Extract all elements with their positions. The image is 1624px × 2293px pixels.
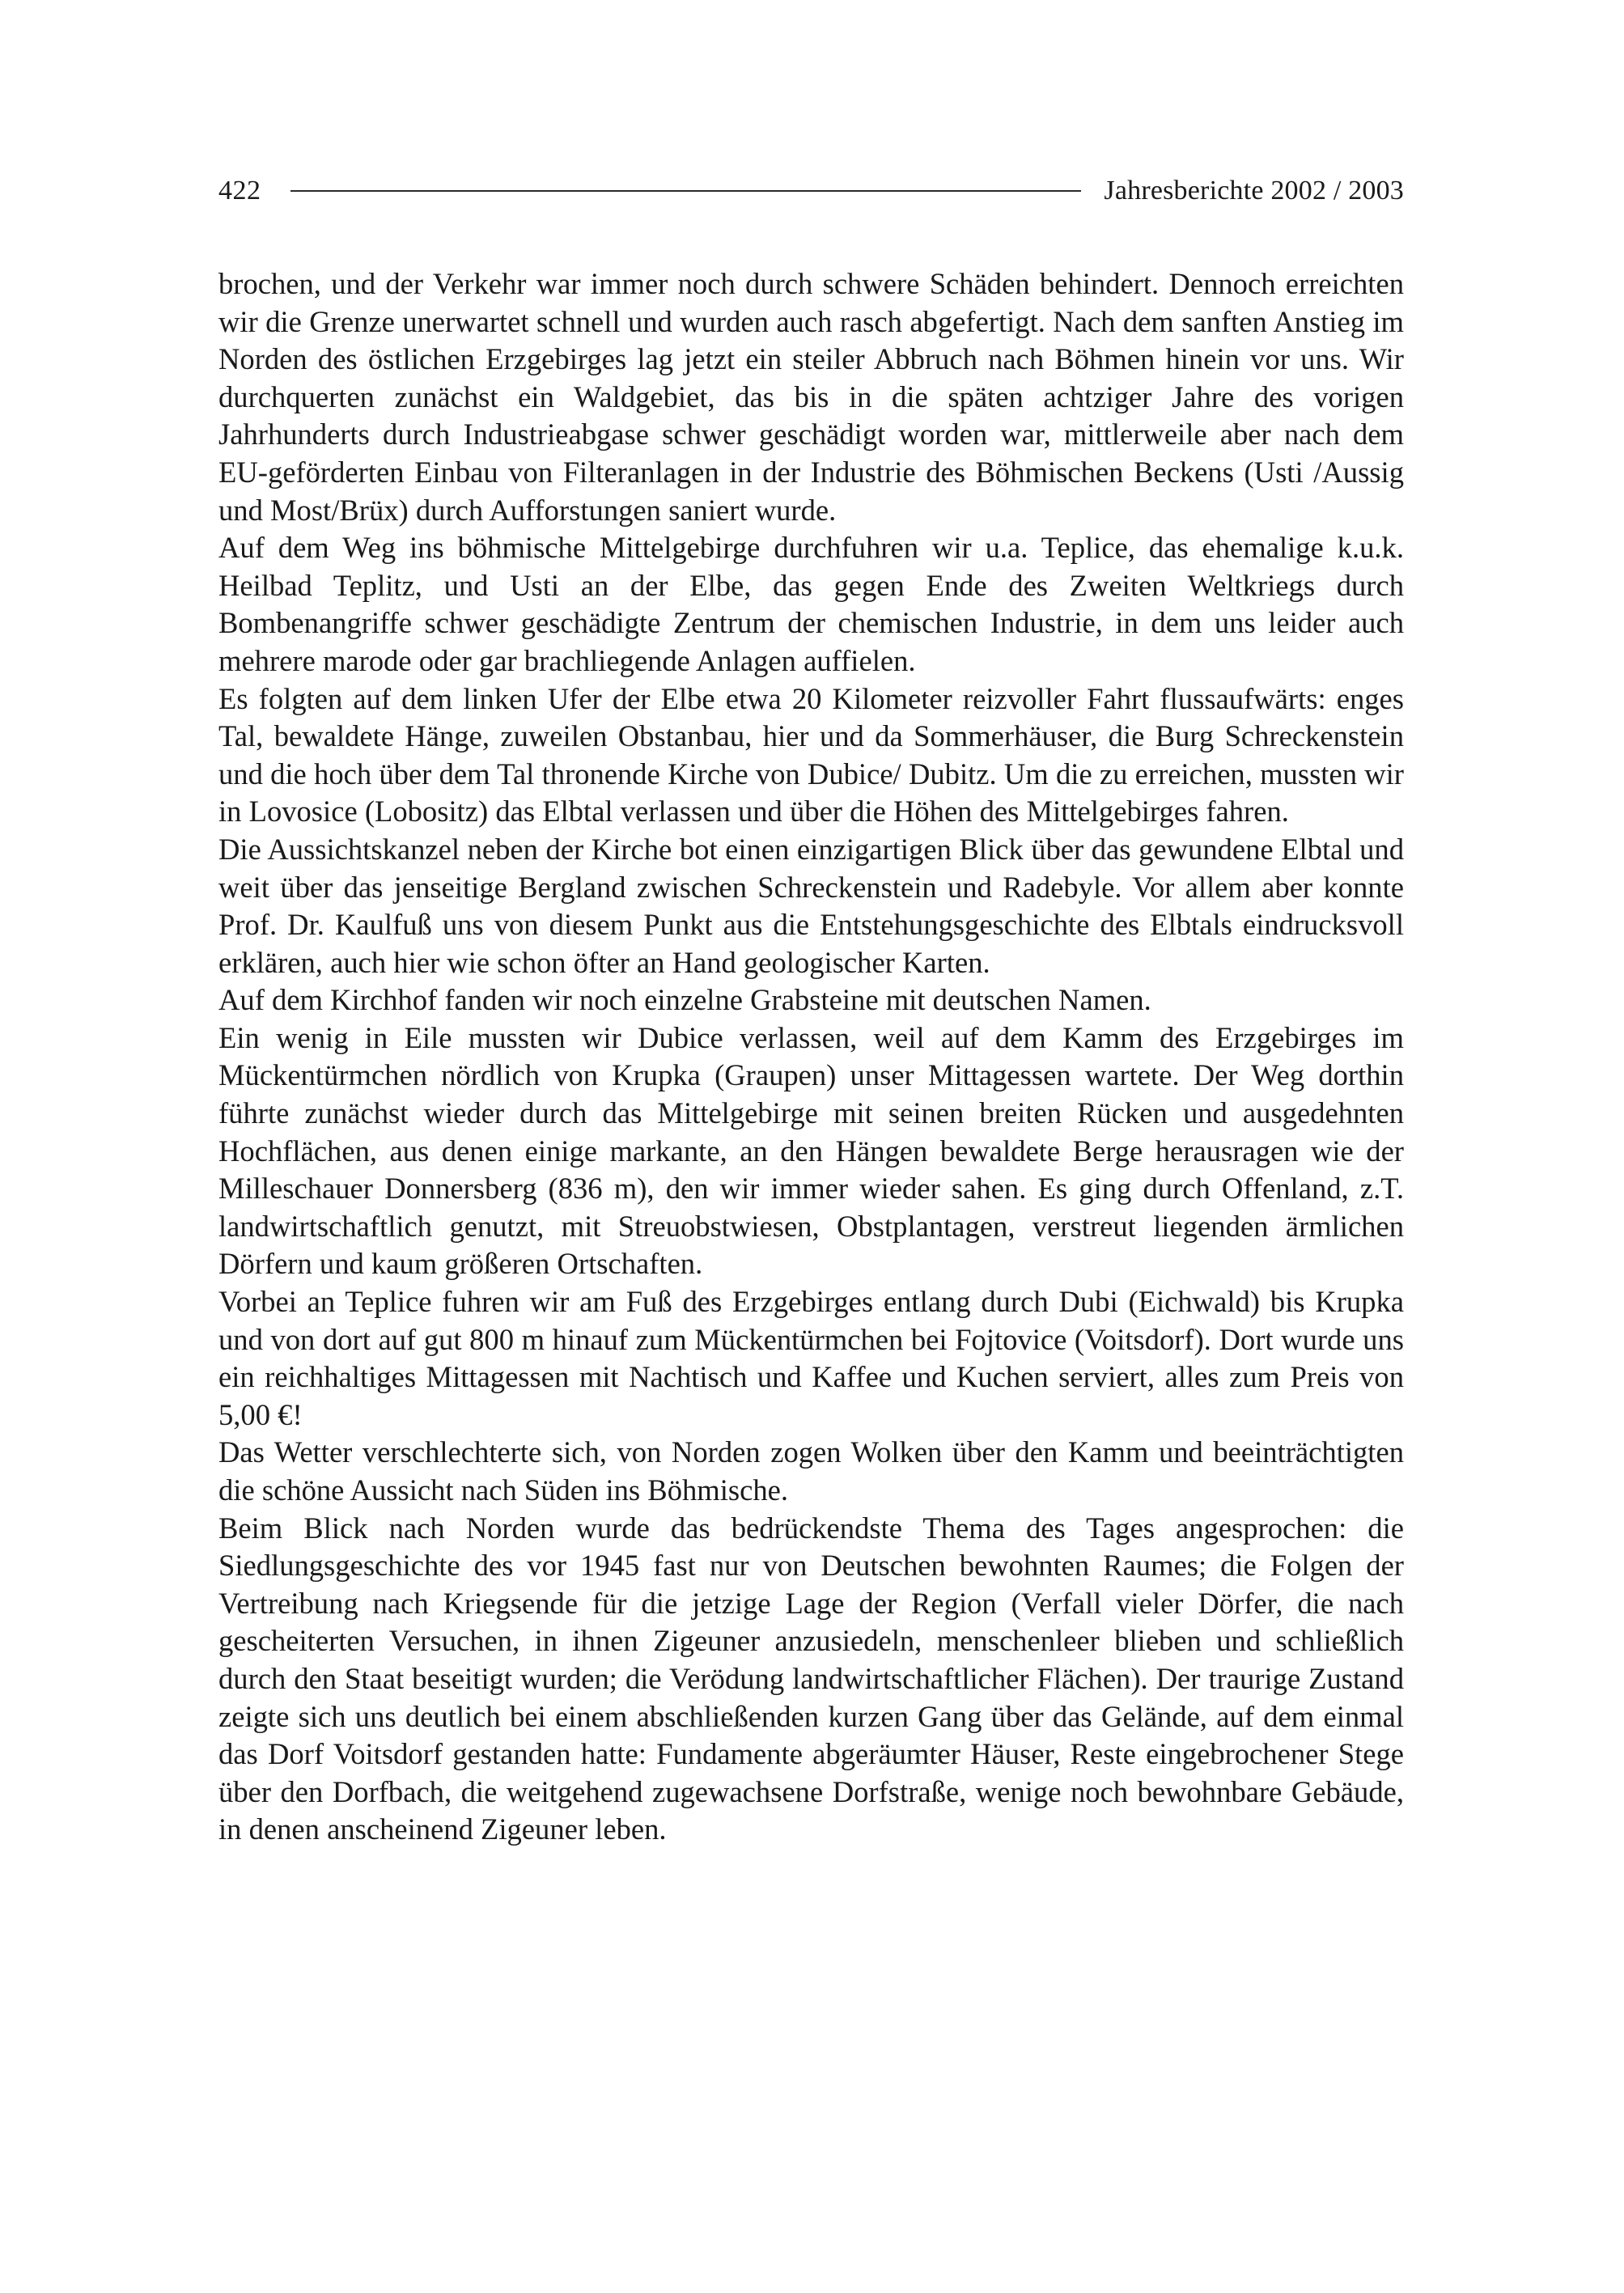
header-rule xyxy=(290,190,1082,192)
body-text xyxy=(218,265,1404,1849)
journal-title: Jahresberichte 2002 / 2003 xyxy=(1104,176,1404,206)
paragraph-mittelgebirge: Ein wenig in Eile mussten wir Dubice verlassen, weil auf dem Kamm des Erzgebirges im Mückentürmchen nördlich von Krupka (Graupen) unser Mittagessen wartete. Der Weg dorthin führte zunächst wieder durch das Mittelgebirge mit seinen breiten Rücken und ausgedehnten Hochflächen, aus denen einige markante, an den Hängen bewaldete Berge herausragen wie der Milleschauer Donnersberg (836 m), den wir immer wieder sahen. Es ging durch Offenland, z.T. landwirtschaftlich genutzt, mit Streuobstwiesen, Obstplantagen, verstreut liegenden ärmlichen Dörfern und kaum größeren Ortschaften. xyxy=(218,1020,1404,1281)
paragraph-weather: Das Wetter verschlechterte sich, von Norden zogen Wolken über den Kamm und beeinträchtigten die schöne Aussicht nach Süden ins Böhmische. xyxy=(218,1435,1404,1507)
page-number: 422 xyxy=(218,176,261,206)
paragraph-lunch: Vorbei an Teplice fuhren wir am Fuß des Erzgebirges entlang durch Dubi (Eichwald) bis Krupka und von dort auf gut 800 m hinauf zum Mückentürmchen bei Fojtovice (Voitsdorf). Dort wurde uns ein reichhaltiges Mittagessen mit Nachtisch und Kaffee und Kuchen serviert, alles zum Preis von 5,00 €! xyxy=(218,1285,1404,1431)
paragraph-elbe-valley: Es folgten auf dem linken Ufer der Elbe etwa 20 Kilometer reizvoller Fahrt flussaufwärts: enges Tal, bewaldete Hänge, zuweilen Obstanbau, hier und da Sommerhäuser, die Burg Schreckenstein und die hoch über dem Tal thronende Kirche von Dubice/ Dubitz. Um die zu erreichen, mussten wir in Lovosice (Lobositz) das Elbtal verlassen und über die Höhen des Mittelgebirges fahren. xyxy=(218,681,1404,829)
paragraph-teplice-usti: Auf dem Weg ins böhmische Mittelgebirge durchfuhren wir u.a. Teplice, das ehemalige k.u.k. Heilbad Teplitz, und Usti an der Elbe, das gegen Ende des Zweiten Weltkriegs durch Bombenangriffe schwer geschädigte Zentrum der chemischen Industrie, in dem uns leider auch mehrere marode oder gar brachliegende Anlagen auffielen. xyxy=(218,531,1404,677)
running-header xyxy=(218,167,1404,215)
paragraph-viewpoint: Die Aussichtskanzel neben der Kirche bot einen einzigartigen Blick über das gewundene Elbtal und weit über das jenseitige Bergland zwischen Schreckenstein und Radebyle. Vor allem aber konnte Prof. Dr. Kaulfuß uns von diesem Punkt aus die Entstehungsgeschichte des Elbtals eindrucksvoll erklären, auch hier wie schon öfter an Hand geologischer Karten. xyxy=(218,832,1404,979)
paragraph-settlement-history: Beim Blick nach Norden wurde das bedrückendste Thema des Tages angesprochen: die Siedlungsgeschichte des vor 1945 fast nur von Deutschen bewohnten Raumes; die Folgen der Vertreibung nach Kriegsende für die jetzige Lage der Region (Verfall vieler Dörfer, die nach gescheiterten Versuchen, in ihnen Zigeuner anzusiedeln, menschenleer blieben und schließlich durch den Staat beseitigt wurden; die Verödung landwirtschaftlicher Flächen). Der traurige Zustand zeigte sich uns deutlich bei einem abschließenden kurzen Gang über das Gelände, auf dem einmal das Dorf Voitsdorf gestanden hatte: Fundamente abgeräumter Häuser, Reste eingebrochener Stege über den Dorfbach, die weitgehend zugewachsene Dorfstraße, wenige noch bewohnbare Gebäude, in denen anscheinend Zigeuner leben. xyxy=(218,1511,1404,1846)
paragraph-churchyard: Auf dem Kirchhof fanden wir noch einzelne Grabsteine mit deutschen Namen. xyxy=(218,983,1151,1017)
paragraph-border-crossing: brochen, und der Verkehr war immer noch durch schwere Schäden behindert. Dennoch erreichten wir die Grenze unerwartet schnell und wurden auch rasch abgefertigt. Nach dem sanften Anstieg im Norden des östlichen Erzgebirges lag jetzt ein steiler Abbruch nach Böhmen hinein vor uns. Wir durchquerten zunächst ein Waldgebiet, das bis in die späten achtziger Jahre des vorigen Jahrhunderts durch Industrieabgase schwer geschädigt worden war, mittlerweile aber nach dem EU-geförderten Einbau von Filteranlagen in der Industrie des Böhmischen Beckens (Usti /Aussig und Most/Brüx) durch Aufforstungen saniert wurde. xyxy=(218,267,1404,527)
